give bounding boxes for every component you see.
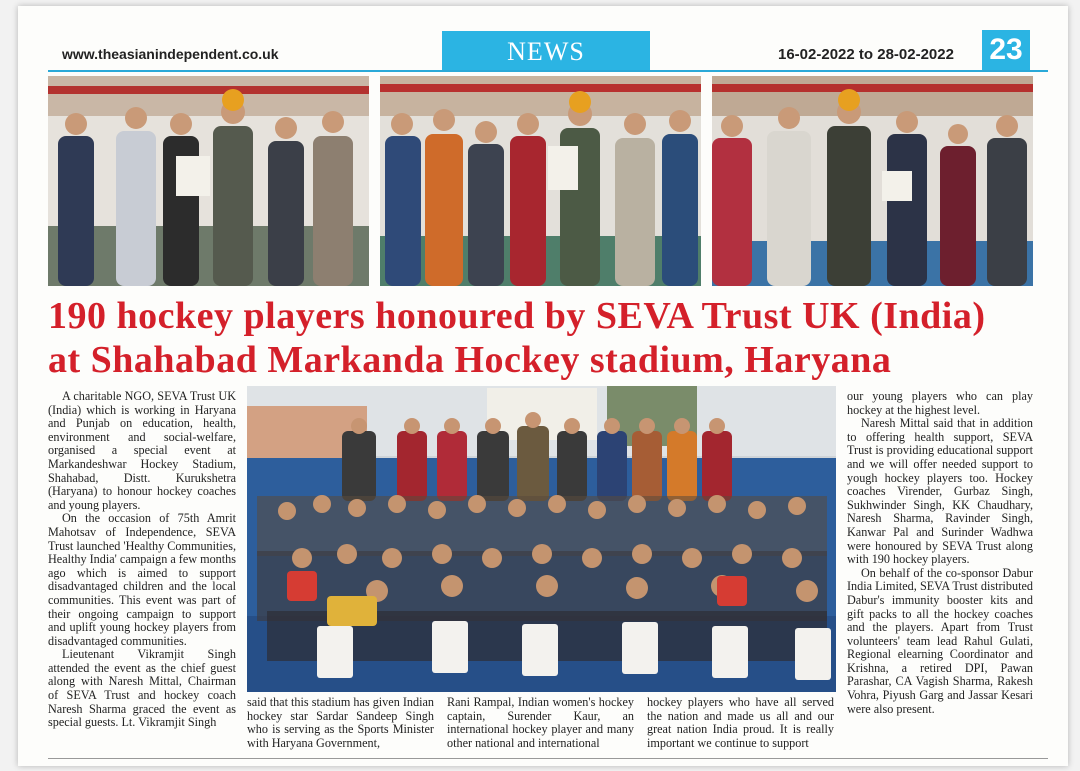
photo-group bbox=[247, 386, 836, 692]
paragraph: A charitable NGO, SEVA Trust UK (India) which is working in Haryana and Punjab on education, health, environment and social-welfare, organised a special event at Markandeshwar Hockey Stadium, Shahabad, Distt. Kurukshetra (Haryana) to honour hockey coaches and young players. bbox=[48, 389, 236, 512]
footer-rule bbox=[48, 758, 1048, 759]
photo-middle bbox=[380, 76, 701, 286]
paragraph: said that this stadium has given Indian hockey star Sardar Sandeep Singh who is serving as the Sports Minister with Haryana Government, bbox=[247, 695, 434, 750]
paragraph: Rani Rampal, Indian women's hockey captain, Surender Kaur, an international hockey player and many other national and international bbox=[447, 695, 634, 750]
section-tab: NEWS bbox=[442, 31, 650, 71]
paragraph: On behalf of the co-sponsor Dabur India Limited, SEVA Trust distributed Dabur's immunity booster kits and gift packs to all the hockey coaches and the players. Apart from Trust volunteers' team lead Rahul Gulati, Regional elearning Coordinator and Krishna, a retired DPI, Pawan Parashar, CA Vagish Sharma, Rakesh Vohra, Piyush Garg and Jassar Kesari were also present. bbox=[847, 565, 1033, 716]
headline-line-1: 190 hockey players honoured by SEVA Trust UK (India) bbox=[48, 295, 986, 337]
photo-right bbox=[712, 76, 1033, 286]
paragraph: Naresh Mittal said that in addition to offering health support, SEVA Trust is providing educational support and we will offer needed support to yough hockey players too. Hockey coaches Virender, Gurbaz Singh, Sukhwinder Singh, KK Chaudhary, Naresh Sharma, Ravinder Singh, Kanwar Pal and Surinder Wadhwa were honoured by SEVA Trust along with 190 hockey players. bbox=[847, 416, 1033, 567]
headline-line-2: at Shahabad Markanda Hockey stadium, Haryana bbox=[48, 339, 892, 381]
photo-left bbox=[48, 76, 369, 286]
paragraph: hockey players who have all served the nation and made us all and our great nation India proud. It is really important we continue to support bbox=[647, 695, 834, 750]
newspaper-page bbox=[18, 6, 1068, 766]
article-headline bbox=[48, 294, 1058, 382]
article-column-3 bbox=[447, 696, 634, 750]
website-url[interactable]: www.theasianindependent.co.uk bbox=[62, 46, 279, 62]
paragraph: our young players who can play hockey at the highest level. bbox=[847, 389, 1033, 417]
article-column-2 bbox=[247, 696, 434, 750]
article-column-1 bbox=[48, 390, 236, 730]
paragraph: On the occasion of 75th Amrit Mahotsav of Independence, SEVA Trust launched 'Healthy Communities, Healthy India' campaign a few months ago which is aimed to support disadvantaged children and the local communities. This event was part of their ongoing campaign to support and uplift young hockey players from disadvantaged communities. bbox=[48, 511, 236, 648]
header-rule bbox=[48, 70, 1048, 72]
issue-date-range: 16-02-2022 to 28-02-2022 bbox=[778, 46, 954, 63]
paragraph: Lieutenant Vikramjit Singh attended the event as the chief guest along with Naresh Mittal, Chairman of SEVA Trust and hockey coach Naresh Sharma graced the event as special guests. Lt. Vikramjit Singh bbox=[48, 647, 236, 730]
article-column-5 bbox=[847, 390, 1033, 716]
page-number: 23 bbox=[982, 30, 1030, 70]
article-column-4 bbox=[647, 696, 834, 750]
